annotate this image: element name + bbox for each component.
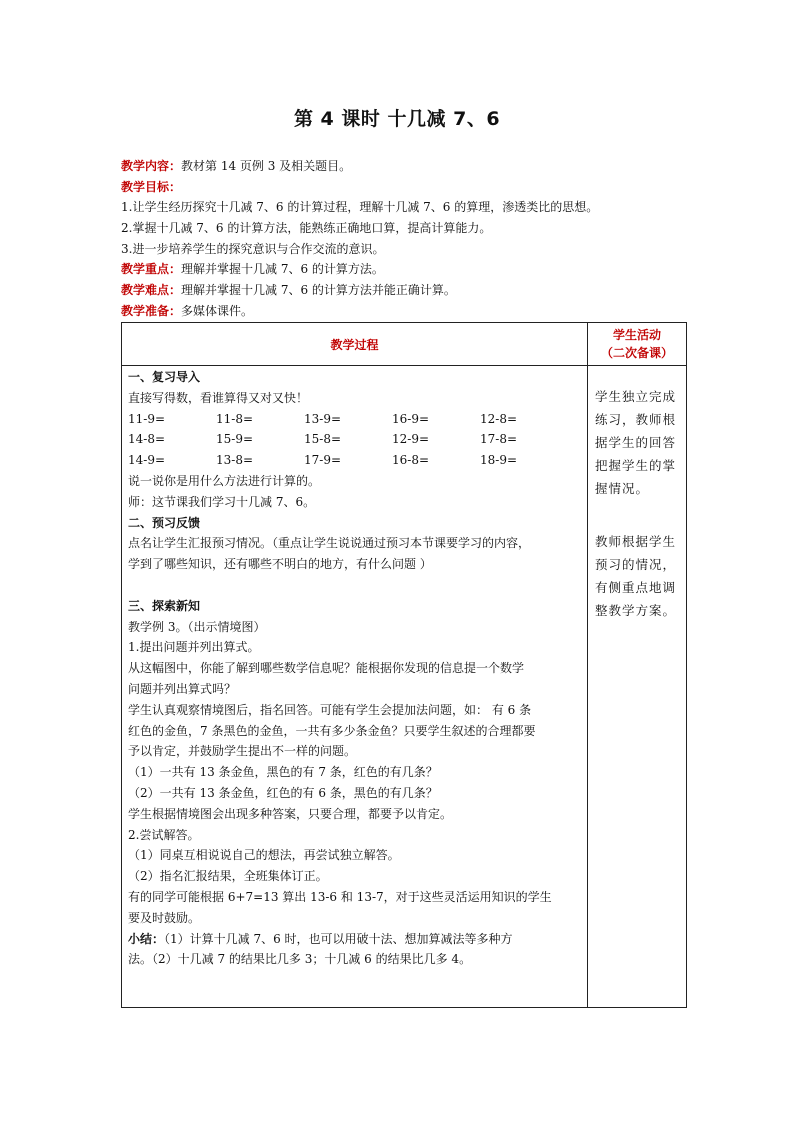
exercise-item: 18-9= xyxy=(480,453,518,468)
exercise-item: 17-9= xyxy=(304,453,342,468)
body-line: 问题并列出算式吗？ xyxy=(128,681,237,696)
header-student-activity xyxy=(588,323,686,365)
key-label: 教学重点： xyxy=(121,262,182,277)
process-content xyxy=(128,367,583,970)
body-line: 有的同学可能根据 6+7=13 算出 13-6 和 13-7，对于这些灵活运用知识的学生 xyxy=(128,889,552,904)
goal-item: 3.进一步培养学生的探究意识与合作交流的意识。 xyxy=(121,241,385,256)
lesson-title: 第 4 课时 十几减 7、6 xyxy=(293,108,501,130)
body-line: 予以肯定，并鼓励学生提出不一样的问题。 xyxy=(128,744,357,759)
body-line: （1）一共有 13 条金鱼，黑色的有 7 条，红色的有几条？ xyxy=(128,765,438,780)
side-note-line: 握情况。 xyxy=(595,481,650,496)
content-row xyxy=(121,156,687,177)
goal-item: 2.掌握十几减 7、6 的计算方法，能熟练正确地口算，提高计算能力。 xyxy=(121,221,492,236)
teaching-process-table xyxy=(121,322,687,1008)
side-note-line: 有侧重点地调 xyxy=(595,580,677,595)
key-text: 理解并掌握十几减 7、6 的计算方法。 xyxy=(181,262,384,277)
preview-text: 学到了哪些知识，还有哪些不明白的地方，有什么问题 ） xyxy=(128,557,432,572)
content-text: 教材第 14 页例 3 及相关题目。 xyxy=(181,159,352,173)
body-line: 红色的金鱼，7 条黑色的金鱼，一共有多少条金鱼？只要学生叙述的合理都要 xyxy=(128,723,536,738)
exercise-item: 13-9= xyxy=(304,411,342,426)
difficulty-text: 理解并掌握十几减 7、6 的计算方法并能正确计算。 xyxy=(181,283,456,298)
exercise-item: 14-8= xyxy=(128,432,166,447)
say-text: 说一说你是用什么方法进行计算的。 xyxy=(128,473,321,488)
summary-label: 小结： xyxy=(128,931,165,946)
side-note-line: 把握学生的掌 xyxy=(595,458,677,473)
exercise-item: 15-8= xyxy=(304,432,342,447)
body-line: 2.尝试解答。 xyxy=(128,827,200,842)
exercise-item: 12-8= xyxy=(480,411,518,426)
content-label: 教学内容： xyxy=(121,159,182,173)
header-side-line-1: 学生活动 xyxy=(612,328,661,342)
exercise-row xyxy=(128,450,583,471)
summary-text-2: 法。（2）十几减 7 的结果比几多 3；十几减 6 的结果比几多 4。 xyxy=(128,952,472,967)
body-line: 1.提出问题并列出算式。 xyxy=(128,640,260,655)
goal-item: 1.让学生经历探究十几减 7、6 的计算过程，理解十几减 7、6 的算理，渗透类比的思想。 xyxy=(121,200,599,215)
difficulty-label: 教学难点： xyxy=(121,283,182,298)
section-explore: 三、探索新知 xyxy=(128,598,201,613)
intro-text: 直接写得数，看谁算得又对又快！ xyxy=(128,390,309,405)
exercise-item: 12-9= xyxy=(392,432,430,447)
exercise-item: 16-8= xyxy=(392,453,430,468)
side-note-line: 练习，教师根 xyxy=(595,412,677,427)
exercise-item: 14-9= xyxy=(128,453,166,468)
lesson-meta xyxy=(121,156,687,322)
side-note-review xyxy=(595,385,681,500)
body-line: （2）一共有 13 条金鱼，红色的有 6 条，黑色的有几条？ xyxy=(128,785,438,800)
summary-row xyxy=(128,929,583,950)
side-note-line: 据学生的回答 xyxy=(595,435,677,450)
column-divider xyxy=(587,323,588,1007)
prep-label: 教学准备： xyxy=(121,303,182,318)
difficulty-row xyxy=(121,280,687,301)
side-note-line: 预习的情况， xyxy=(595,557,677,572)
preview-text: 点名让学生汇报预习情况。（重点让学生说说通过预习本节课要学习的内容， xyxy=(128,536,531,551)
teacher-text: 师：这节课我们学习十几减 7、6。 xyxy=(128,494,316,509)
header-teaching-process: 教学过程 xyxy=(330,337,379,352)
body-line: 从这幅图中，你能了解到哪些数学信息呢？能根据你发现的信息提一个数学 xyxy=(128,661,525,676)
exercise-item: 11-8= xyxy=(216,411,254,426)
prep-text: 多媒体课件。 xyxy=(181,303,254,318)
body-line: （2）指名汇报结果，全班集体订正。 xyxy=(128,869,328,884)
header-divider xyxy=(122,365,686,366)
body-line: 教学例 3。（出示情境图） xyxy=(128,619,266,634)
body-line: 学生认真观察情境图后，指名回答。可能有学生会提加法问题，如： 有 6 条 xyxy=(128,702,532,717)
goal-row xyxy=(121,177,687,198)
section-preview: 二、预习反馈 xyxy=(128,515,201,530)
side-note-line: 学生独立完成 xyxy=(595,389,677,404)
header-side-line-2: （二次备课） xyxy=(600,346,673,360)
goal-label: 教学目标： xyxy=(121,179,182,194)
exercise-item: 15-9= xyxy=(216,432,254,447)
exercise-row xyxy=(128,409,583,430)
section-review: 一、复习导入 xyxy=(128,370,201,384)
exercise-item: 13-8= xyxy=(216,453,254,468)
exercise-item: 11-9= xyxy=(128,411,166,426)
side-note-preview xyxy=(595,530,681,622)
side-note-line: 整教学方案。 xyxy=(595,603,677,618)
body-line: 要及时鼓励。 xyxy=(128,910,201,925)
spacer xyxy=(128,575,583,596)
side-note-line: 教师根据学生 xyxy=(595,534,677,549)
summary-text: （1）计算十几减 7、6 时，也可以用破十法、想加算减法等多种方 xyxy=(164,931,513,946)
exercise-item: 16-9= xyxy=(392,411,430,426)
body-line: （1）同桌互相说说自己的想法，再尝试独立解答。 xyxy=(128,848,400,863)
key-row xyxy=(121,259,687,280)
body-line: 学生根据情境图会出现多种答案，只要合理，都要予以肯定。 xyxy=(128,806,453,821)
exercise-item: 17-8= xyxy=(480,432,518,447)
exercise-row xyxy=(128,429,583,450)
prep-row xyxy=(121,301,687,322)
